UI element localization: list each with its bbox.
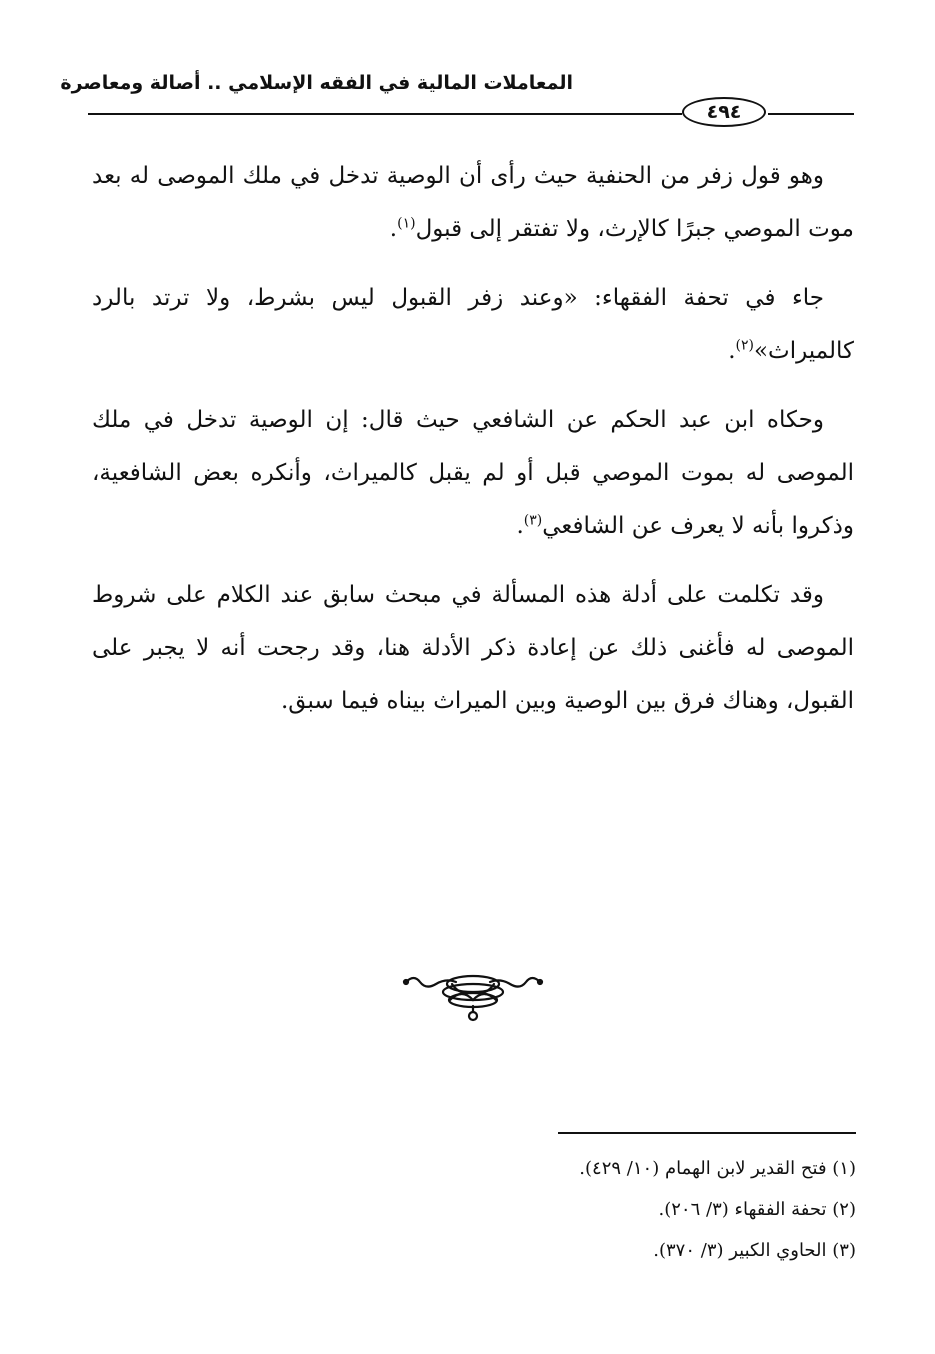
paragraph-2	[92, 272, 854, 378]
paragraph-1-end: .	[389, 216, 398, 242]
running-title: المعاملات المالية في الفقه الإسلامي .. أصالة ومعاصرة	[60, 72, 573, 94]
header-rule	[88, 113, 682, 115]
footnote-ref-2: (٢)	[735, 337, 754, 354]
paragraph-3-text: وحكاه ابن عبد الحكم عن الشافعي حيث قال: إن الوصية تدخل في ملك الموصى له بموت الموصي قبل أو لم يقبل كالميراث، وأنكره بعض الشافعية، وذكروا بأنه لا يعرف عن الشافعي	[92, 407, 854, 539]
paragraph-2-end: .	[728, 338, 736, 364]
paragraph-1-text: وهو قول زفر من الحنفية حيث رأى أن الوصية تدخل في ملك الموصى له بعد موت الموصي جبرًا كالإرث، ولا تفتقر إلى قبول	[92, 163, 854, 242]
paragraph-4-text: وقد تكلمت على أدلة هذه المسألة في مبحث سابق عند الكلام على شروط الموصى له فأغنى ذلك عن إعادة ذكر الأدلة هنا، وقد رجحت أنه لا يجبر على القبول، وهناك فرق بين الوصية وبين الميراث بيناه فيما سبق.	[92, 582, 854, 714]
footnote-2: (٢) تحفة الفقهاء (٣/ ٢٠٦).	[658, 1199, 856, 1220]
footnotes	[400, 1148, 856, 1271]
footnote-3: (٣) الحاوي الكبير (٣/ ٣٧٠).	[653, 1240, 856, 1261]
paragraph-4	[92, 569, 854, 728]
footnote-1: (١) فتح القدير لابن الهمام (١٠/ ٤٢٩).	[579, 1158, 856, 1179]
footnote-ref-3: (٣)	[523, 512, 543, 529]
paragraph-2-text: جاء في تحفة الفقهاء: «وعند زفر القبول ليس بشرط، ولا ترتد بالرد كالميراث»	[92, 285, 854, 364]
paragraph-1	[92, 150, 854, 256]
paragraph-3-end: .	[516, 513, 524, 539]
body-text	[92, 150, 854, 728]
header-rule-end	[768, 113, 854, 115]
footnote-separator	[558, 1132, 856, 1134]
footnote-ref-1: (١)	[397, 215, 416, 232]
floral-ornament-icon	[400, 966, 546, 1026]
page-number: ٤٩٤	[682, 97, 766, 127]
paragraph-3	[92, 394, 854, 553]
